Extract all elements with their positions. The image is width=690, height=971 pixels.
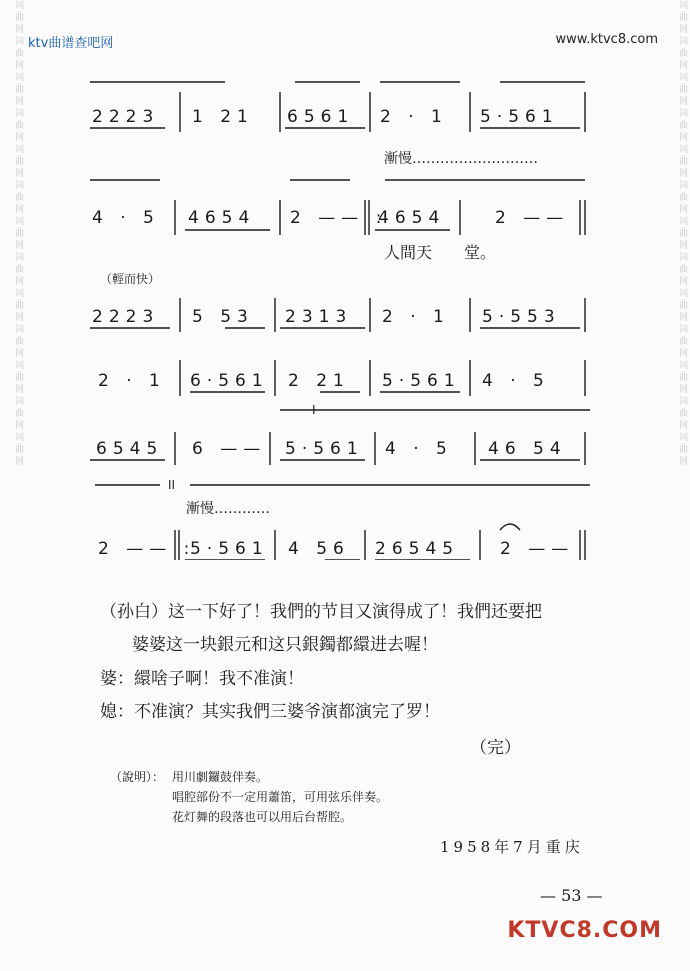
measure-2-1: 4 · 5 xyxy=(92,208,160,228)
site-name-link[interactable]: ktv曲谱查吧网 xyxy=(28,36,114,51)
measure-1-4: 2 · 1 xyxy=(380,107,448,127)
measure-4-3: 2 21 xyxy=(288,371,350,391)
measure-2-4: 4654 xyxy=(378,208,446,228)
side-watermark-left: 词曲网词曲网词曲网词曲网词曲网词曲网词曲网词曲网词曲网词曲网词曲网词曲网词曲网 xyxy=(13,0,23,468)
measure-3-3: 2313 xyxy=(285,307,353,327)
measure-5-5: 46 54 xyxy=(488,439,567,459)
measure-2-2: 4654 xyxy=(188,208,256,228)
side-watermark-right: 词曲网词曲网词曲网词曲网词曲网词曲网词曲网词曲网词曲网词曲网词曲网词曲网词曲网 xyxy=(677,0,687,468)
measure-6-4: 26545 xyxy=(375,539,460,559)
measure-1-1: 2223 xyxy=(92,107,160,127)
measure-3-1: 2223 xyxy=(92,307,160,327)
volta-2-label: II xyxy=(168,478,176,492)
measure-3-2: 5 53 xyxy=(192,307,254,327)
measure-2-5: 2 —— xyxy=(495,208,570,228)
measure-5-3: 5·561 xyxy=(285,439,364,459)
site-url-link[interactable]: www.ktvc8.com xyxy=(555,32,658,47)
measure-6-2: 5·561 xyxy=(190,539,269,559)
tempo-marking-light: （輕而快） xyxy=(100,272,161,286)
measure-1-5: 5·561 xyxy=(480,107,559,127)
page-number: — 53 — xyxy=(540,886,603,905)
notes-line-2: 唱腔部份不一定用蕭笛，可用弦乐伴奏。 xyxy=(172,790,389,804)
dialog-line-1: （孙白）这一下好了！我們的节目又演得成了！我們还要把 xyxy=(100,602,542,622)
measure-4-1: 2 · 1 xyxy=(98,371,166,391)
measure-4-5: 4 · 5 xyxy=(482,371,550,391)
measure-6-5: 2 —— xyxy=(500,539,575,559)
lyric-line: 人間天 堂。 xyxy=(384,243,497,262)
watermark-logo: KTVC8.COM xyxy=(507,918,662,943)
tempo-marking-slow: 漸慢……………………… xyxy=(384,151,538,167)
notes-line-1: 用川劇鑼鼓伴奏。 xyxy=(172,770,269,784)
measure-2-3: 2 —— : xyxy=(290,208,388,228)
measure-5-2: 6 —— xyxy=(192,439,267,459)
end-mark: （完） xyxy=(470,738,521,758)
measure-5-1: 6545 xyxy=(96,439,164,459)
notes-label: （說明）： xyxy=(110,770,165,784)
measure-1-2: 1 21 xyxy=(192,107,254,127)
volta-1-label: I xyxy=(312,403,316,417)
dialog-line-3: 婆：繯啥子啊！我不准演！ xyxy=(100,669,304,689)
measure-4-2: 6·561 xyxy=(190,371,269,391)
measure-3-4: 2 · 1 xyxy=(382,307,450,327)
date-place: 1958年7月重庆 xyxy=(440,838,584,856)
measure-3-5: 5·553 xyxy=(482,307,561,327)
dialog-line-4: 媳：不准演？其实我們三婆爷演都演完了罗！ xyxy=(100,702,440,722)
measure-1-3: 6561 xyxy=(287,107,355,127)
jianpu-notation xyxy=(80,60,610,560)
measure-6-1: 2 —— : xyxy=(98,539,196,559)
dialog-line-2: 婆婆这一块銀元和这只銀鐲都繯进去喔！ xyxy=(132,635,438,655)
measure-4-4: 5·561 xyxy=(382,371,461,391)
tempo-marking-slow-2: 漸慢………… xyxy=(186,501,270,517)
measure-6-3: 4 56 xyxy=(288,539,350,559)
notes-line-3: 花灯舞的段落也可以用后台帮腔。 xyxy=(172,810,353,824)
measure-5-4: 4 · 5 xyxy=(385,439,453,459)
